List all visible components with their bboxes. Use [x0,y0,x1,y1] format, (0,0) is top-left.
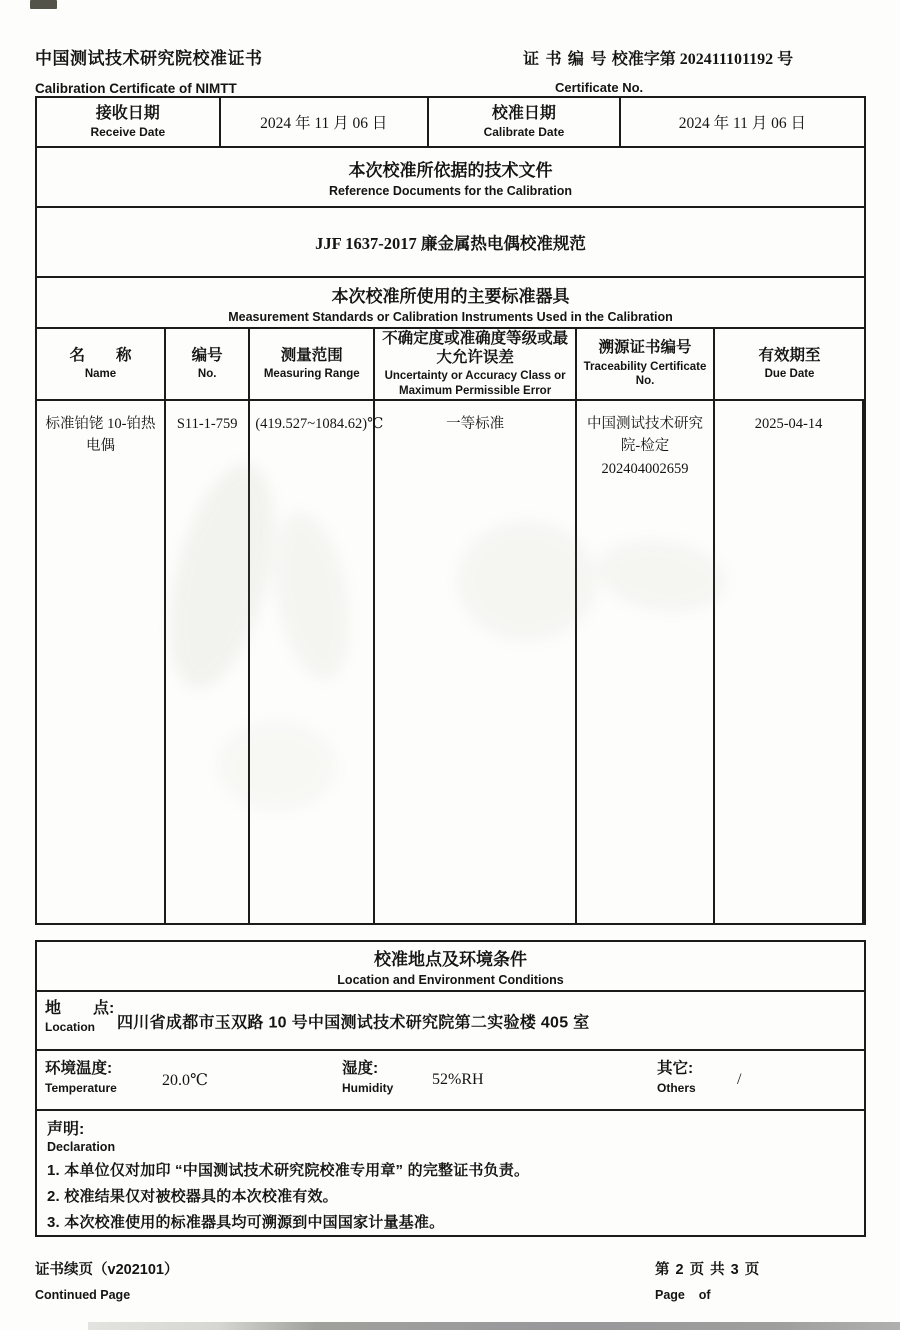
declaration-item-1: 1. 本单位仅对加印 “中国测试技术研究院校准专用章” 的完整证书负责。 [47,1162,530,1179]
header-cell-uncertainty [375,329,577,399]
location-section-title-zh: 校准地点及环境条件 [374,950,527,969]
continued-page-label-zh: 证书续页（v202101） [35,1262,179,1278]
document-title-en: Calibration Certificate of NIMTT [35,81,237,96]
others-label-en: Others [657,1080,696,1095]
standards-section-title [35,276,866,329]
main-certificate-tables [35,96,866,925]
certificate-number-label-en: Certificate No. [555,80,644,95]
header-cell-due-date [715,329,864,399]
header-due-date-zh: 有效期至 [758,346,821,364]
header-cell-measuring-range [250,329,375,399]
declaration-title-en: Declaration [47,1140,116,1154]
header-cell-no [166,329,250,399]
location-section-title [35,940,866,992]
header-due-date-en: Due Date [764,368,815,381]
header-cell-traceability [577,329,715,399]
standards-table-body [35,399,866,925]
header-range-en: Measuring Range [263,368,360,381]
certificate-number-block [523,46,866,95]
scan-smudge [457,521,597,641]
standards-table-header [35,327,866,401]
location-value: 四川省成都市玉双路 10 号中国测试技术研究院第二实验楼 405 室 [117,1014,590,1031]
temperature-value: 20.0℃ [162,1072,208,1089]
calibrate-date-label-zh: 校准日期 [491,104,556,122]
reference-section-title-en: Reference Documents for the Calibration [328,184,573,198]
receive-date-value: 2024 年 11 月 06 日 [260,115,388,132]
others-label [657,1060,696,1095]
header-uncertainty-en: Uncertainty or Accuracy Class or Maximum Permissible Error [384,370,566,397]
calibrate-date-label-cell [429,98,621,146]
date-table [35,96,866,148]
scanner-edge-strip [88,1322,900,1330]
cell-measuring-range: (419.527~1084.62)℃ [250,401,375,923]
location-label-zh: 地 点: [45,1000,115,1017]
location-section-title-en: Location and Environment Conditions [337,973,564,987]
reference-document-text: JJF 1637-2017 廉金属热电偶校准规范 [315,234,586,253]
continued-page-label-en: Continued Page [35,1288,131,1302]
certificate-number-label-zh: 证 书 编 号 [523,51,608,68]
header-no-en: No. [197,368,217,381]
others-value: / [737,1071,742,1088]
header-traceability-en: Traceability Certificate No. [583,360,707,388]
cell-uncertainty: 一等标准 [375,401,577,923]
location-label [45,1000,114,1034]
header-cell-name [37,329,166,399]
environment-row [35,1049,866,1111]
footer-page-info [655,1258,760,1302]
humidity-label-zh: 湿度: [342,1060,379,1077]
receive-date-label-zh: 接收日期 [95,104,160,122]
declaration-item-3: 3. 本次校准使用的标准器具均可溯源到中国国家计量基准。 [47,1214,445,1231]
header-no-zh: 编号 [191,346,223,364]
temperature-label-en: Temperature [45,1080,117,1095]
cell-standard-name: 标准铂铑 10-铂热电偶 [37,401,166,923]
location-environment-block [35,940,866,1237]
header-range-zh: 测量范围 [280,346,343,364]
page-info-en: Page of [655,1288,711,1302]
header-uncertainty-zh: 不确定度或准确度等级或最大允许误差 [382,330,569,366]
humidity-value: 52%RH [432,1071,484,1088]
calibrate-date-value: 2024 年 11 月 06 日 [678,115,807,132]
page-footer [35,1258,866,1302]
declaration-section [35,1109,866,1237]
reference-section-title [35,146,866,208]
reference-document-box [35,206,866,278]
page-info-zh: 第 2 页 共 3 页 [655,1262,761,1278]
location-row [35,990,866,1051]
document-title-zh: 中国测试技术研究院校准证书 [35,49,263,68]
calibrate-date-value-cell [621,98,864,146]
cell-traceability-cert-no: 中国测试技术研究院-检定 202404002659 [577,401,715,923]
certificate-number-line [523,46,866,69]
document-header [35,44,866,96]
location-label-en: Location [45,1020,95,1035]
declaration-title-zh: 声明: [47,1121,85,1138]
standards-section-title-en: Measurement Standards or Calibration Instruments Used in the Calibration [228,309,673,324]
header-traceability-zh: 溯源证书编号 [598,339,692,357]
receive-date-label-en: Receive Date [90,125,166,140]
humidity-label-en: Humidity [342,1080,394,1095]
scan-smudge [217,721,337,811]
others-label-zh: 其它: [657,1060,694,1077]
header-name-en: Name [84,368,117,381]
header-name-zh: 名 称 [69,346,132,364]
humidity-label [342,1060,393,1095]
declaration-item-2: 2. 校准结果仅对被校器具的本次校准有效。 [47,1188,338,1205]
receive-date-value-cell [221,98,429,146]
reference-section-title-zh: 本次校准所依据的技术文件 [348,161,553,180]
scan-artifact-mark [30,0,57,9]
receive-date-label-cell [37,98,221,146]
certificate-number-value: 校准字第 202411101192 号 [611,51,794,68]
calibrate-date-label-en: Calibrate Date [483,125,565,140]
cell-due-date: 2025-04-14 [715,401,864,923]
cell-standard-no: S11-1-759 [166,401,250,923]
temperature-label [45,1060,117,1095]
standards-section-title-zh: 本次校准所使用的主要标准器具 [331,286,570,306]
temperature-label-zh: 环境温度: [45,1060,113,1077]
declaration-items [47,1158,854,1236]
